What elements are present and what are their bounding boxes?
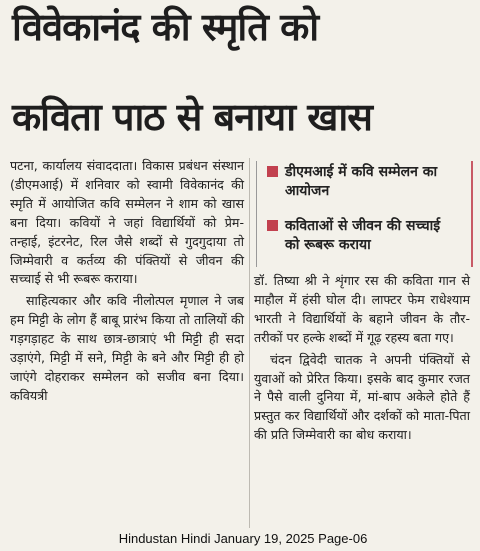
article-right-column	[254, 272, 470, 445]
column-divider	[249, 158, 250, 528]
highlight-item	[267, 217, 457, 255]
highlight-item	[267, 163, 457, 201]
article-left-column	[10, 157, 244, 406]
article-paragraph: डॉ. तिष्या श्री ने शृंगार रस की कविता गान से माहौल में हंसी घोल दी। लाफ्टर फेम राधेश्याम भारती ने विद्यार्थियों के बहाने जीवन के तौर-तरीकों पर हल्के शब्दों में गूढ़ रहस्य बता गए।	[254, 273, 470, 345]
source-caption: Hindustan Hindi January 19, 2025 Page-06	[118, 531, 368, 546]
headline-line-1: विवेकानंद की स्मृति को	[12, 5, 319, 49]
headline-line-2: कविता पाठ से बनाया खास	[12, 95, 372, 139]
article-paragraph: साहित्यकार और कवि नीलोत्पल मृणाल ने जब हम मिट्टी के लोग हैं बाबू प्रारंभ किया तो तालियों की गड़गड़ाहट के साथ छात्र-छात्राएं भी मिट्टी ही सदा उड़ाएंगे, मिट्टी में सने, मिट्टी के बने और मिट्टी ही हो जाएंगे दोहराकर सम्मेलन को सजीव बना दिया। कवियत्री	[10, 293, 244, 403]
article-paragraph: पटना, कार्यालय संवाददाता। विकास प्रबंधन संस्थान (डीएमआई) में शनिवार को स्वामी विवेकानंद की स्मृति में आयोजित कवि सम्मेलन ने शाम को खास बना दिया। कवियों ने जहां विद्यार्थियों को प्रेम-तन्हाई, इंटरनेट, रिल जैसे शब्दों से गुदगुदाया तो जिम्मेवारी व कर्तव्य की पंक्तियों से जीवन की सच्चाई से भी रूबरू कराया।	[10, 158, 244, 287]
highlights-box	[256, 161, 473, 267]
highlight-text: कविताओं से जीवन की सच्चाई को रूबरू कराया	[285, 218, 441, 253]
square-bullet-icon	[267, 220, 278, 231]
highlight-text: डीएमआई में कवि सम्मेलन का आयोजन	[285, 164, 438, 199]
square-bullet-icon	[267, 166, 278, 177]
article-paragraph: चंदन द्विवेदी चातक ने अपनी पंक्तियों से युवाओं को प्रेरित किया। इसके बाद कुमार रजत ने पैसे वाली दुनिया में, मां-बाप अकेले होते हैं प्रस्तुत कर विद्यार्थियों और दर्शकों को माता-पिता की प्रति जिम्मेवारी का बोध कराया।	[254, 351, 470, 443]
